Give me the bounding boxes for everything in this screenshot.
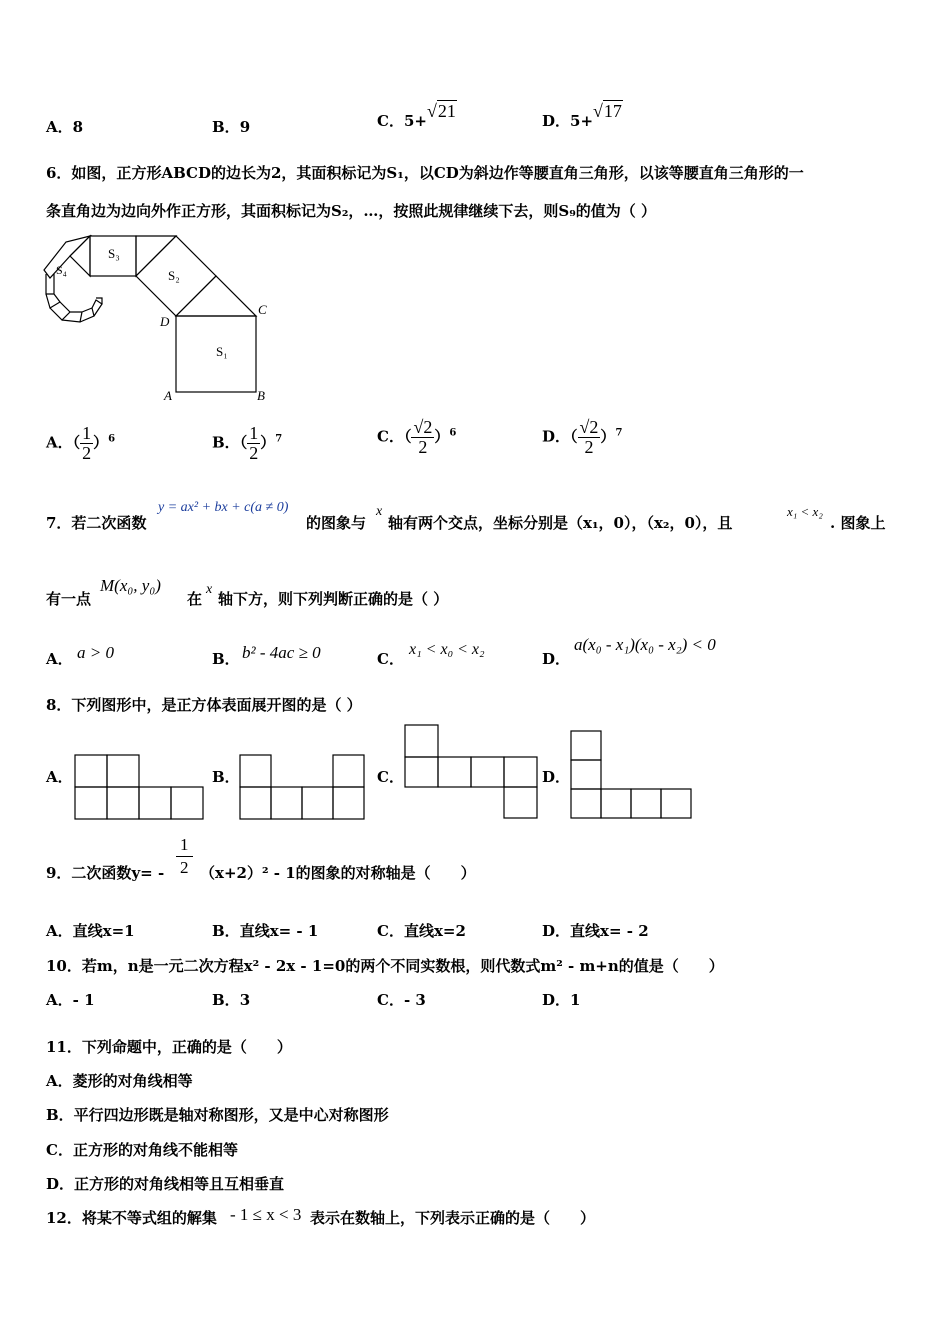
q10-option-b: B．3 — [212, 991, 251, 1009]
q6-stem-line1: 6．如图，正方形ABCD的边长为2，其面积标记为S₁，以CD为斜边作等腰直角三角形，以该等腰直角三角形的一 — [46, 164, 804, 182]
q8-option-c-label: C． — [377, 768, 404, 786]
q7-prefix: 7．若二次函数 — [46, 514, 147, 532]
label-d: D — [160, 314, 170, 329]
q5-option-d: D．5+√17 — [542, 101, 622, 130]
q8-option-a-label: A． — [46, 768, 73, 786]
q7-x-var-2: x — [206, 582, 213, 597]
q7-option-c-label: C． — [377, 650, 404, 668]
label-a: A — [164, 388, 172, 403]
square-s4 — [44, 236, 90, 278]
q10-option-d: D．1 — [542, 991, 581, 1009]
label-s1: S₁ — [216, 344, 228, 359]
q12-suffix: 表示在数轴上，下列表示正确的是（ ） — [310, 1209, 596, 1227]
q7-option-a-expr: a > 0 — [77, 643, 114, 662]
q7-condition: x₁ < x₂ — [787, 504, 823, 519]
q10-option-a: A．- 1 — [46, 991, 95, 1009]
q10-title: 10．若m，n是一元二次方程x² - 2x - 1=0的两个不同实数根，则代数式m² - m+n的值是（ ） — [46, 957, 724, 975]
q7-option-d-expr: a(x₀ - x₁)(x₀ - x₂) < 0 — [574, 635, 716, 654]
q6-option-d: D．（ $\frac{√2}{2}$ ）$^7$ — [542, 417, 623, 457]
label-s3: S₃ — [108, 246, 120, 261]
q11-title: 11．下列命题中，正确的是（ ） — [46, 1038, 292, 1056]
label-b: B — [257, 388, 265, 403]
q8-title: 8．下列图形中，是正方体表面展开图的是（ ） — [46, 696, 362, 714]
q9-prefix: 9．二次函数y= - — [46, 864, 165, 882]
q6-option-b: B．（ $\frac{1}{2}$ ）$^7$ — [212, 423, 283, 463]
q5-option-b: B．9 — [212, 118, 251, 136]
q7-option-c-expr: x₁ < x₀ < x₂ — [409, 641, 485, 658]
q11-option-b: B．平行四边形既是轴对称图形，又是中心对称图形 — [46, 1106, 389, 1124]
q6-option-c: C．（ $\frac{√2}{2}$ ）$^6$ — [377, 417, 457, 457]
label-s2: S₂ — [168, 268, 180, 283]
q9-fraction: $\frac{1}{2}$ — [176, 836, 193, 877]
q7-line2-prefix: 有一点 — [46, 590, 92, 608]
q6-stem-line2: 条直角边为边向外作正方形，其面积标记为S₂，…，按照此规律继续下去，则S₉的值为（ ） — [46, 202, 657, 220]
q12-prefix: 12．将某不等式组的解集 — [46, 1209, 217, 1227]
q8-net-b — [239, 754, 367, 820]
q7-line2-suffix: 轴下方，则下列判断正确的是（ ） — [218, 590, 449, 608]
triangle-3 — [70, 236, 90, 276]
q7-mid2: 轴有两个交点，坐标分别是（x₁，0），（x₂，0），且 — [388, 514, 733, 532]
q9-option-d: D．直线x= - 2 — [542, 922, 649, 940]
q8-option-b-label: B． — [212, 768, 240, 786]
q10-option-c: C．- 3 — [377, 991, 426, 1009]
q8-net-c — [404, 724, 540, 820]
q6-spiral-figure — [40, 228, 280, 403]
q11-option-a: A．菱形的对角线相等 — [46, 1072, 193, 1090]
q7-x-var: x — [376, 504, 383, 519]
q7-option-b-label: B． — [212, 650, 240, 668]
triangle-1 — [176, 276, 256, 316]
q8-net-d — [570, 730, 692, 820]
q7-mid1: 的图象与 — [306, 514, 367, 532]
q9-option-a: A．直线x=1 — [46, 922, 135, 940]
q11-option-d: D．正方形的对角线相等且互相垂直 — [46, 1175, 285, 1193]
q8-option-d-label: D． — [542, 768, 571, 786]
q7-option-d-label: D． — [542, 650, 571, 668]
q9-suffix: （x+2）² - 1的图象的对称轴是（ ） — [200, 864, 476, 882]
q7-point: M(x₀, y₀) — [100, 576, 161, 595]
q5-option-c: C．5+√21 — [377, 101, 456, 130]
q7-option-b-expr: b² - 4ac ≥ 0 — [242, 643, 321, 662]
q7-line2-mid: 在 — [187, 590, 203, 608]
q9-option-c: C．直线x=2 — [377, 922, 466, 940]
label-s4: S₄ — [56, 263, 67, 277]
q5-option-a: A．8 — [46, 118, 84, 136]
small-spiral — [46, 274, 102, 322]
q11-option-c: C．正方形的对角线不能相等 — [46, 1141, 238, 1159]
q7-function: y = ax² + bx + c(a ≠ 0) — [158, 500, 289, 515]
q9-option-b: B．直线x= - 1 — [212, 922, 319, 940]
label-c: C — [258, 302, 267, 317]
q7-option-a-label: A． — [46, 650, 73, 668]
q6-option-a: A．（ $\frac{1}{2}$ ）$^6$ — [46, 423, 116, 463]
q12-expr: - 1 ≤ x < 3 — [230, 1205, 302, 1224]
q7-suffix: . 图象上 — [830, 514, 886, 532]
q8-net-a — [74, 754, 204, 820]
